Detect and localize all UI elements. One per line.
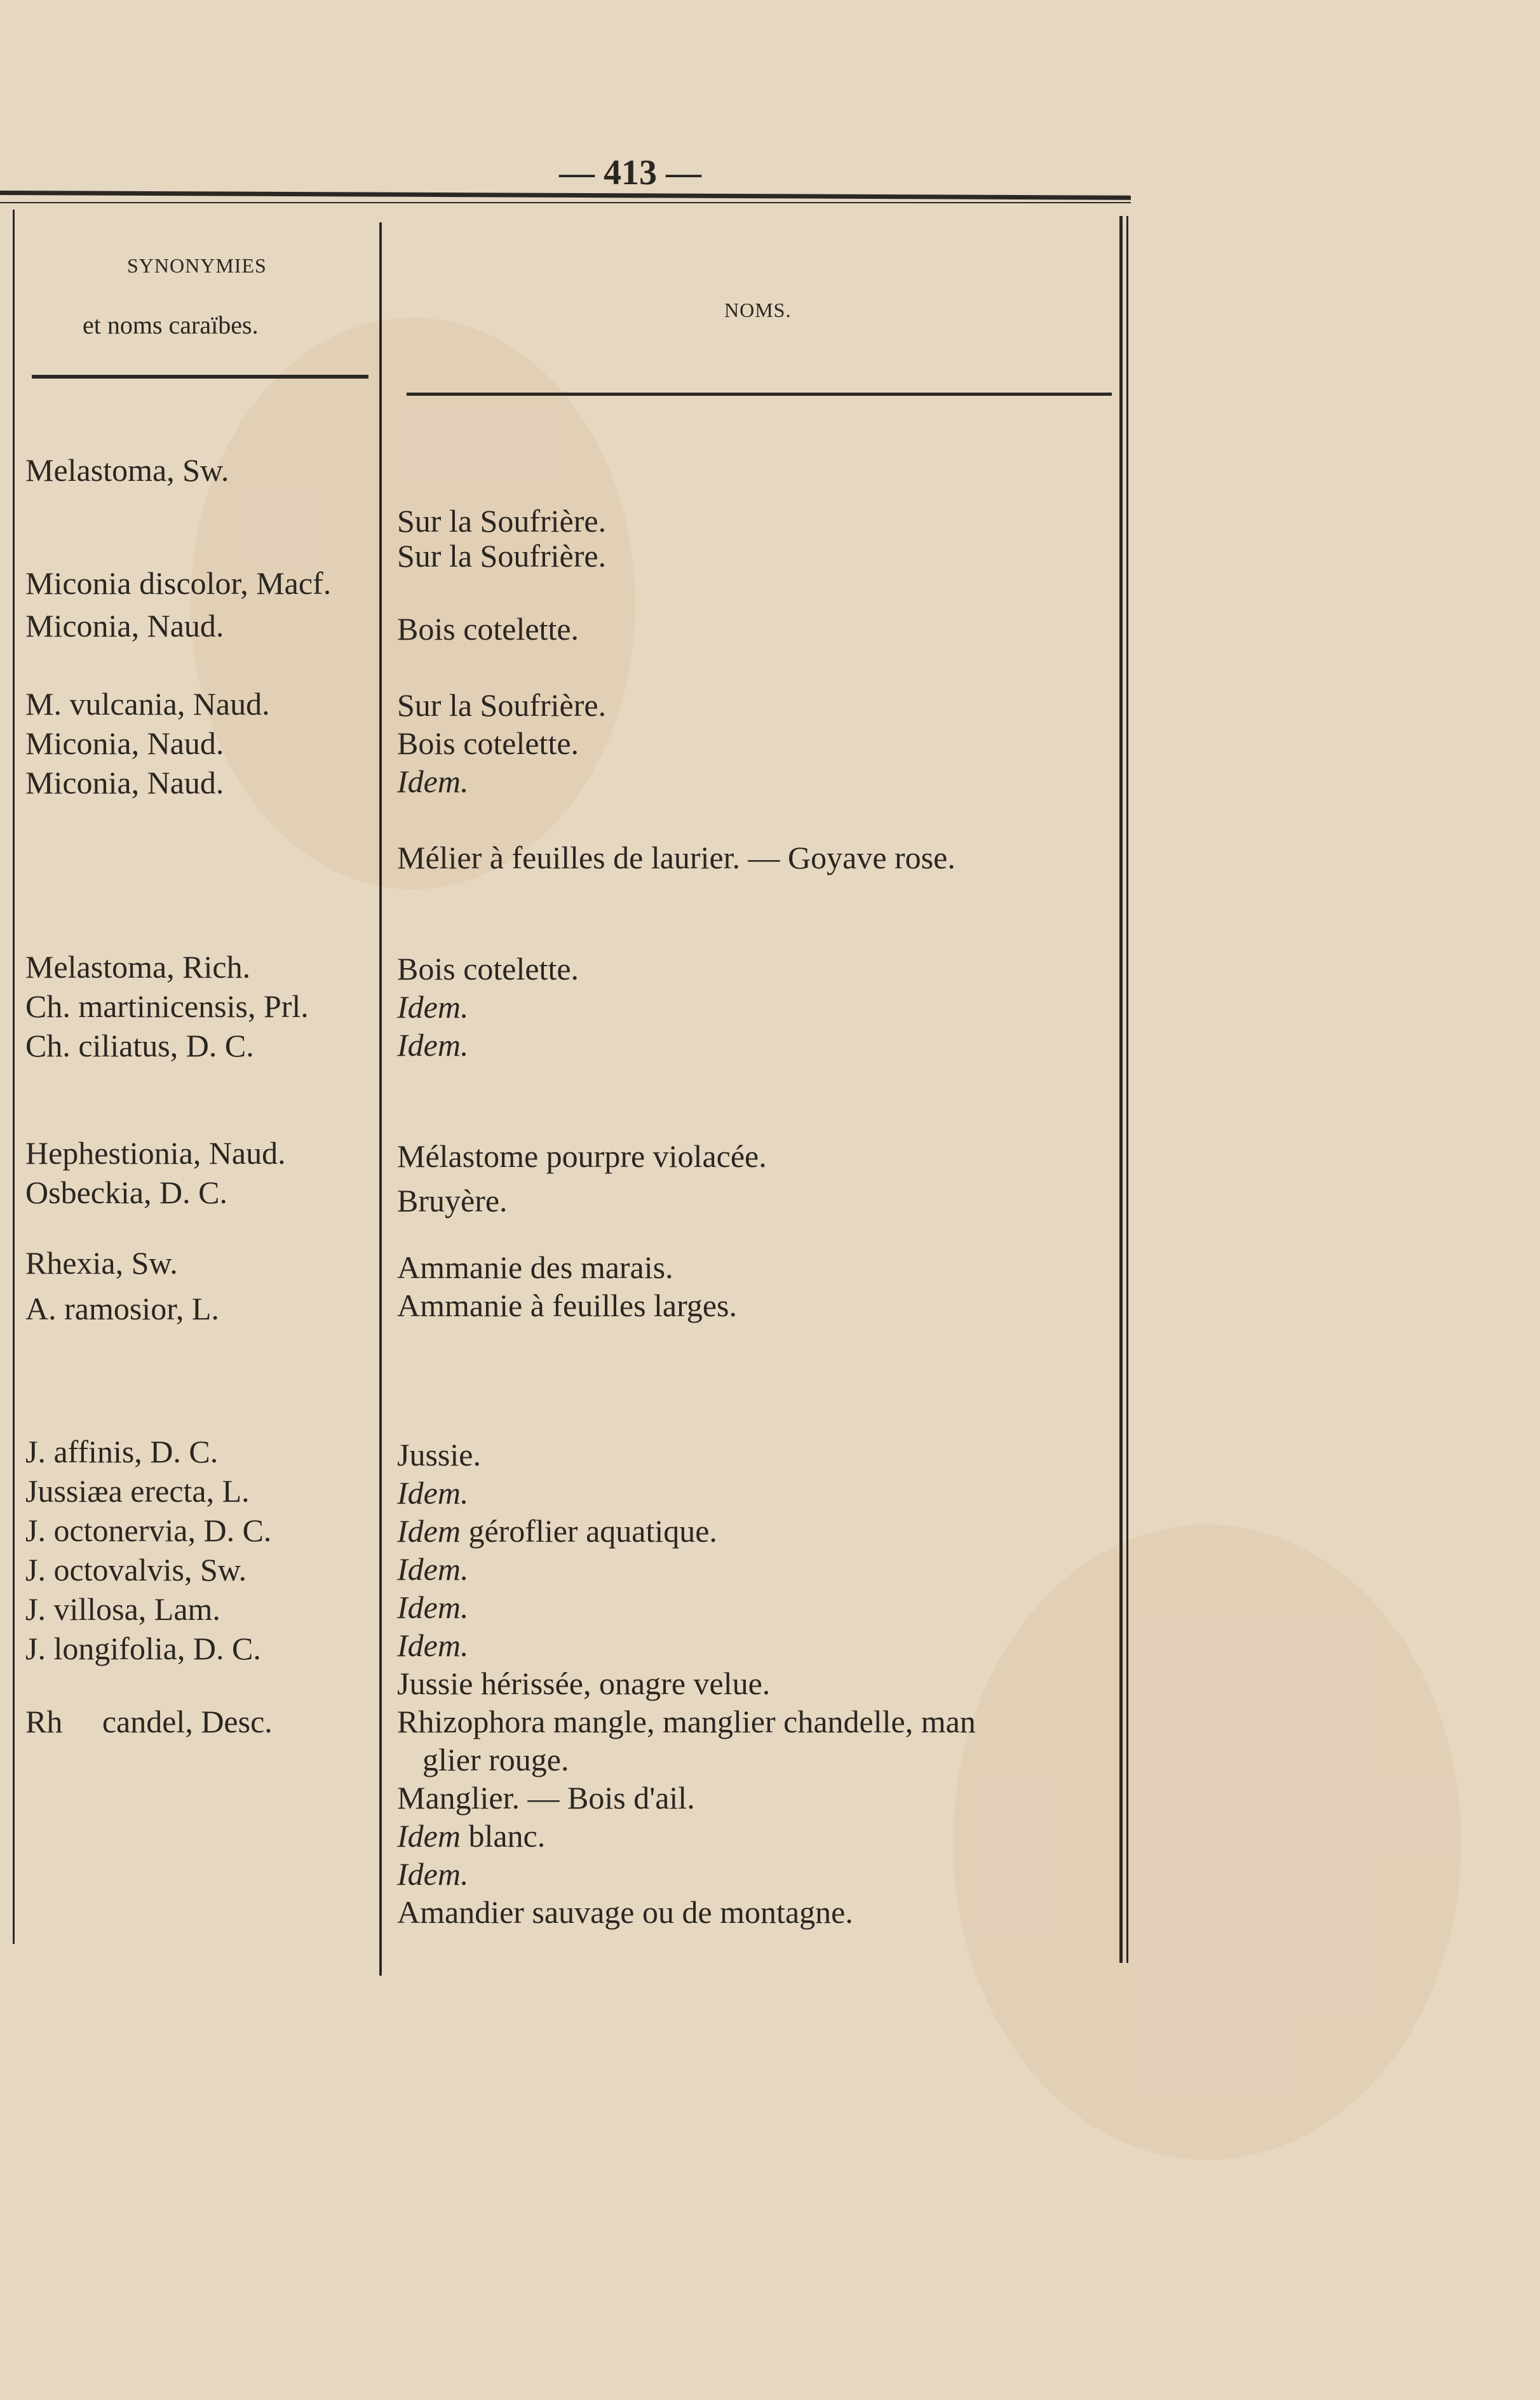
top-rule-thin (0, 202, 1131, 203)
synonym-entry: Melastoma, Rich. (25, 949, 251, 985)
right-column-border (1119, 216, 1123, 1963)
name-entry: Jussie. (397, 1437, 481, 1473)
synonym-entry: A. ramosior, L. (25, 1291, 219, 1326)
synonym-entry: Hephestionia, Naud. (25, 1135, 286, 1171)
synonym-entry: M. vulcania, Naud. (25, 686, 270, 722)
name-entry-text: géroflier aquatique. (468, 1513, 717, 1549)
name-entry: Ammanie à feuilles larges. (397, 1288, 738, 1323)
name-entry-idem: Idem. (397, 1475, 469, 1511)
name-entry: Mélastome pourpre violacée. (397, 1138, 767, 1174)
name-entry: Bois cotelette. (397, 951, 579, 987)
paper-stain (191, 318, 635, 889)
header-synonyms-line2: et noms caraïbes. (83, 311, 259, 339)
synonym-entry: Miconia, Naud. (25, 765, 224, 800)
header-underline-right (407, 393, 1112, 396)
name-entry: Sur la Soufrière. (397, 503, 607, 539)
left-column-border (13, 210, 15, 1944)
name-entry: Mélier à feuilles de laurier. — Goyave rose. (397, 840, 956, 875)
synonym-entry: Miconia, Naud. (25, 608, 224, 644)
name-entry-idem: Idem. (397, 1628, 469, 1663)
synonym-entry: Ch. martinicensis, Prl. (25, 988, 309, 1024)
synonym-entry: Miconia discolor, Macf. (25, 565, 332, 601)
paper-stain (953, 1525, 1461, 2160)
name-entry-idem: Idem. (397, 1856, 469, 1892)
name-entry: Bois cotelette. (397, 611, 579, 647)
name-entry-idem: Idem. (397, 764, 469, 799)
name-entry: Sur la Soufrière. (397, 687, 607, 723)
synonym-entry: Jussiæa erecta, L. (25, 1473, 250, 1509)
name-entry: Bruyère. (397, 1183, 508, 1218)
name-entry: Amandier sauvage ou de montagne. (397, 1894, 853, 1930)
synonym-entry: J. longifolia, D. C. (25, 1631, 261, 1666)
name-entry-idem: Idem. (397, 989, 469, 1025)
synonym-entry: Melastoma, Sw. (25, 452, 229, 488)
right-column-border-inner (1126, 216, 1128, 1963)
name-entry: Idem géroflier aquatique. (397, 1513, 717, 1549)
name-entry: Jussie hérissée, onagre velue. (397, 1666, 771, 1701)
name-entry: Ammanie des marais. (397, 1250, 673, 1285)
name-entry: Manglier. — Bois d'ail. (397, 1780, 695, 1816)
name-entry: Idem blanc. (397, 1818, 546, 1854)
name-entry-idem: Idem. (397, 1551, 469, 1587)
header-synonyms-line1: SYNONYMIES (127, 254, 267, 277)
name-entry-idem: Idem. (397, 1027, 469, 1063)
page-number: — 413 — (559, 153, 701, 192)
name-entry: Sur la Soufrière. (397, 538, 607, 574)
synonym-entry: J. affinis, D. C. (25, 1434, 219, 1469)
synonym-entry: Ch. ciliatus, D. C. (25, 1028, 254, 1063)
column-divider (379, 222, 382, 1976)
synonym-entry: Rh candel, Desc. (25, 1704, 273, 1739)
synonym-entry: Osbeckia, D. C. (25, 1175, 227, 1210)
name-entry-continuation: glier rouge. (422, 1742, 569, 1777)
synonym-entry: J. octonervia, D. C. (25, 1513, 272, 1548)
synonym-entry: J. villosa, Lam. (25, 1591, 220, 1627)
name-entry-idem: Idem. (397, 1589, 469, 1625)
name-entry: Rhizophora mangle, manglier chandelle, man (397, 1704, 976, 1739)
synonym-entry: Miconia, Naud. (25, 725, 224, 761)
name-entry-text: blanc. (468, 1818, 546, 1854)
synonym-entry: J. octovalvis, Sw. (25, 1552, 247, 1588)
header-names: NOMS. (724, 299, 792, 321)
header-underline-left (32, 375, 368, 379)
name-entry: Bois cotelette. (397, 725, 579, 761)
synonym-entry: Rhexia, Sw. (25, 1245, 178, 1281)
